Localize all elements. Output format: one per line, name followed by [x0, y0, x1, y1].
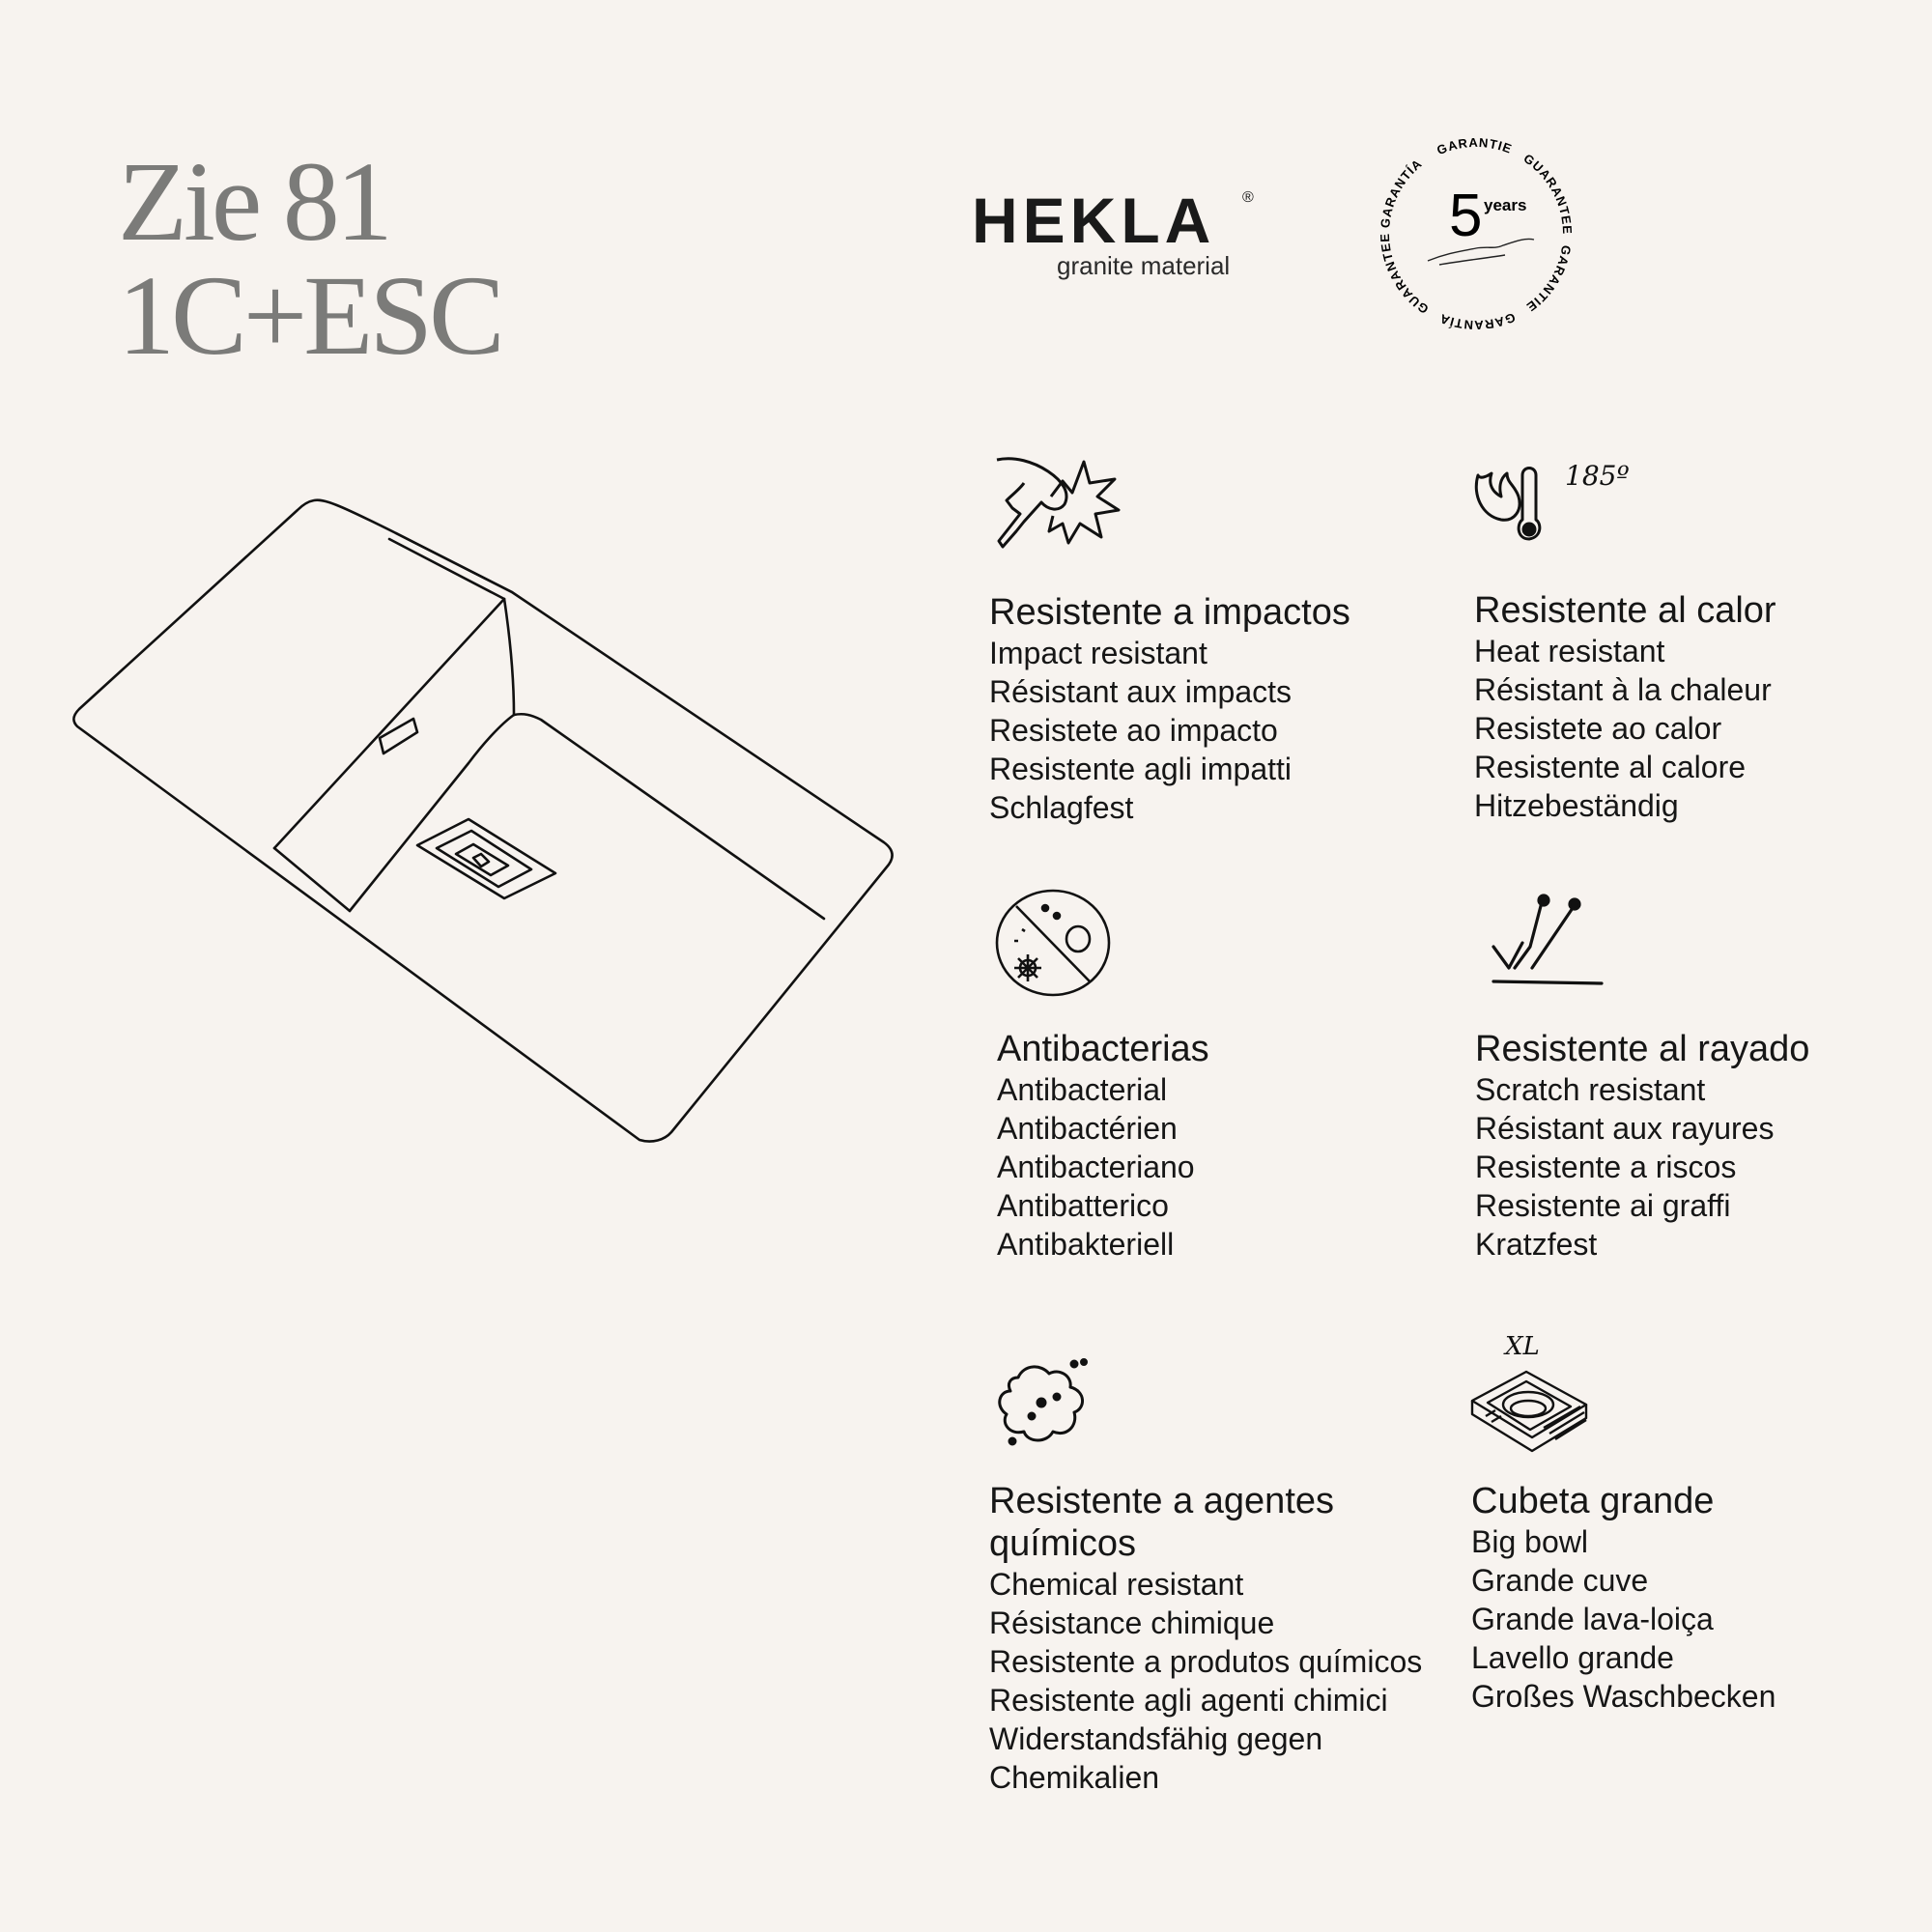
feature-big-bowl	[1471, 1480, 1925, 1716]
svg-text:GARANTÍA	[1378, 156, 1425, 228]
svg-text:GUARANTEE	[1378, 233, 1432, 317]
heat-temperature: 185º	[1565, 460, 1630, 492]
svg-text:GARANTIE	[1435, 135, 1514, 157]
feature-line: Lavello grande	[1471, 1640, 1674, 1675]
feature-line: Grande lava-loiça	[1471, 1602, 1714, 1636]
product-title	[118, 138, 501, 379]
feature-impact	[989, 591, 1443, 827]
feature-line: Resistente a riscos	[1475, 1150, 1737, 1184]
feature-line: Hitzebeständig	[1474, 788, 1679, 823]
feature-chemical	[989, 1480, 1443, 1797]
svg-text:GUARANTEE	[1521, 151, 1576, 235]
chemical-icon	[993, 1356, 1094, 1453]
feature-line: Resistete ao impacto	[989, 713, 1278, 748]
sink-drawing	[68, 483, 898, 1159]
guarantee-unit: years	[1484, 196, 1527, 214]
feature-line: Heat resistant	[1474, 634, 1665, 668]
feature-heading: Resistente al calor	[1474, 590, 1776, 631]
feature-line: Widerstandsfähig gegen Chemikalien	[989, 1721, 1323, 1795]
feature-line: Resistente al calore	[1474, 750, 1747, 784]
feature-line: Antibatterico	[997, 1188, 1169, 1223]
feature-scratch	[1475, 1028, 1929, 1264]
feature-antibacterial	[997, 1028, 1451, 1264]
guarantee-seal	[1370, 128, 1582, 340]
seal-word-1: GARANTÍA	[1378, 156, 1426, 229]
scratch-icon	[1488, 893, 1609, 989]
feature-line: Impact resistant	[989, 636, 1208, 670]
feature-line: Antibacteriano	[997, 1150, 1195, 1184]
svg-text:GARANTIE	[1523, 244, 1574, 315]
feature-line: Resistente agli impatti	[989, 752, 1293, 786]
seal-word-6: GUARANTEE	[1377, 232, 1432, 317]
feature-line: Résistant aux rayures	[1475, 1111, 1775, 1146]
feature-heading: Resistente a agentes químicos	[989, 1481, 1335, 1564]
feature-line: Antibacterial	[997, 1072, 1168, 1107]
feature-line: Chemical resistant	[989, 1567, 1244, 1602]
feature-heat	[1474, 589, 1928, 825]
seal-word-4: GARANTIE	[1523, 243, 1575, 315]
seal-word-2: GARANTIE	[1435, 134, 1515, 158]
feature-line: Résistant aux impacts	[989, 674, 1293, 709]
big-bowl-label: XL	[1505, 1332, 1540, 1361]
feature-line: Grande cuve	[1471, 1563, 1649, 1598]
heat-icon	[1472, 456, 1656, 543]
feature-heading: Cubeta grande	[1471, 1481, 1715, 1521]
feature-line: Resistete ao calor	[1474, 711, 1722, 746]
antibacterial-icon	[993, 887, 1113, 999]
seal-word-5: GARANTÍA	[1436, 309, 1518, 333]
seal-word-3: GUARANTEE	[1520, 151, 1576, 236]
feature-line: Antibactérien	[997, 1111, 1178, 1146]
registered-mark: ®	[1242, 189, 1254, 206]
svg-text:GARANTÍA	[1437, 310, 1518, 332]
feature-line: Großes Waschbecken	[1471, 1679, 1776, 1714]
feature-line: Kratzfest	[1475, 1227, 1598, 1262]
brand-subtitle: granite material	[1057, 251, 1231, 280]
feature-heading: Resistente al rayado	[1475, 1029, 1810, 1069]
guarantee-number: 5	[1449, 183, 1483, 249]
product-title-line-2: 1C+ESC	[118, 252, 501, 379]
feature-line: Antibakteriell	[997, 1227, 1175, 1262]
brand-name: HEKLA	[972, 185, 1216, 256]
feature-heading: Antibacterias	[997, 1029, 1209, 1069]
feature-line: Résistance chimique	[989, 1605, 1275, 1640]
feature-line: Resistente ai graffi	[1475, 1188, 1731, 1223]
feature-line: Schlagfest	[989, 790, 1134, 825]
big-bowl-icon	[1466, 1327, 1592, 1463]
feature-line: Résistant à la chaleur	[1474, 672, 1772, 707]
feature-heading: Resistente a impactos	[989, 592, 1350, 633]
feature-line: Scratch resistant	[1475, 1072, 1706, 1107]
product-title-line-1: Zie 81	[118, 138, 389, 265]
hekla-logo	[972, 185, 1262, 281]
feature-line: Resistente a produtos químicos	[989, 1644, 1423, 1679]
feature-line: Big bowl	[1471, 1524, 1588, 1559]
feature-line: Resistente agli agenti chimici	[989, 1683, 1388, 1718]
impact-icon	[995, 454, 1121, 560]
